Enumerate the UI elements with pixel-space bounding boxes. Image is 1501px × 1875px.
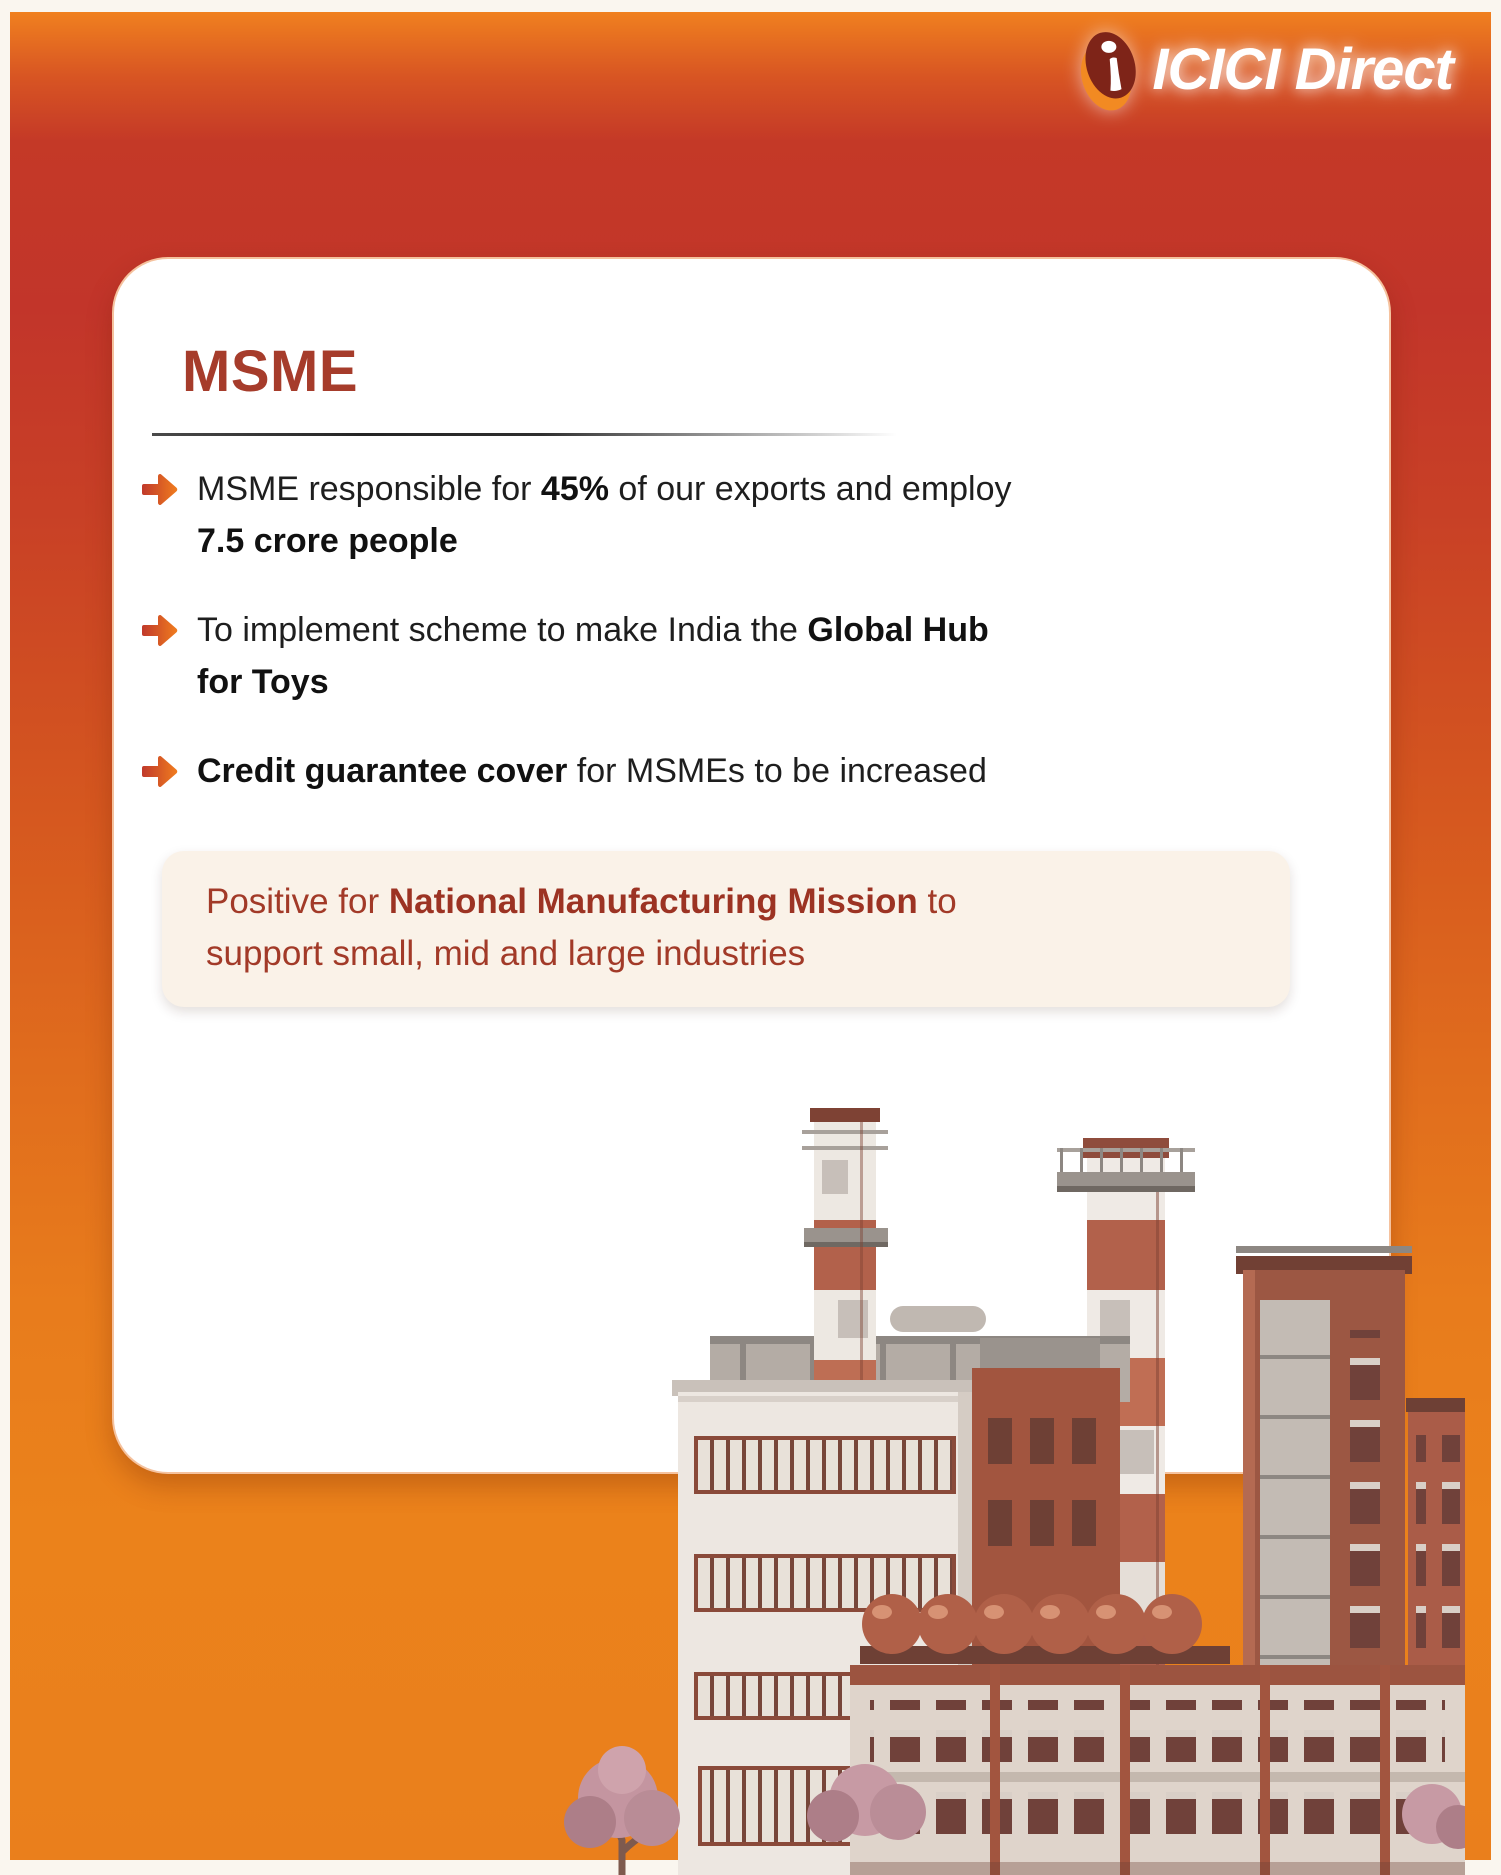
text-segment-bold: 45% <box>540 470 609 508</box>
text-segment: support small, mid and large industries <box>206 934 806 973</box>
arrow-bullet-icon <box>142 614 180 648</box>
brand-name: ICICI Direct <box>1152 37 1453 102</box>
icici-i-emblem-icon <box>1076 26 1142 114</box>
text-segment-bold: National Manufacturing Mission <box>388 882 918 921</box>
text-segment-bold: for Toys <box>197 663 329 701</box>
title-divider <box>152 433 897 436</box>
text-segment: of our exports and employ <box>608 470 1012 508</box>
bullet-item-toys <box>142 604 1322 708</box>
page-title: MSME <box>182 339 358 404</box>
bullet-text <box>197 463 1012 567</box>
text-segment-bold: Global Hub <box>807 611 989 649</box>
text-segment-bold: 7.5 crore people <box>197 522 458 560</box>
arrow-bullet-icon <box>142 473 180 507</box>
text-segment: MSME responsible for <box>197 470 541 508</box>
bullet-item-credit <box>142 745 1322 797</box>
highlight-card <box>162 851 1290 1007</box>
brand-logo <box>1076 26 1459 114</box>
text-segment-bold: Credit guarantee cover <box>197 752 568 790</box>
bullet-list <box>142 463 1322 797</box>
text-segment: To implement scheme to make India the <box>197 611 808 649</box>
bullet-item-exports <box>142 463 1322 567</box>
bullet-text <box>197 745 987 797</box>
bullet-text <box>197 604 989 708</box>
text-segment: for MSMEs to be increased <box>567 752 987 790</box>
text-segment: Positive for <box>206 882 389 921</box>
factory-illustration <box>560 1100 1465 1875</box>
arrow-bullet-icon <box>142 755 180 789</box>
text-segment: to <box>917 882 957 921</box>
